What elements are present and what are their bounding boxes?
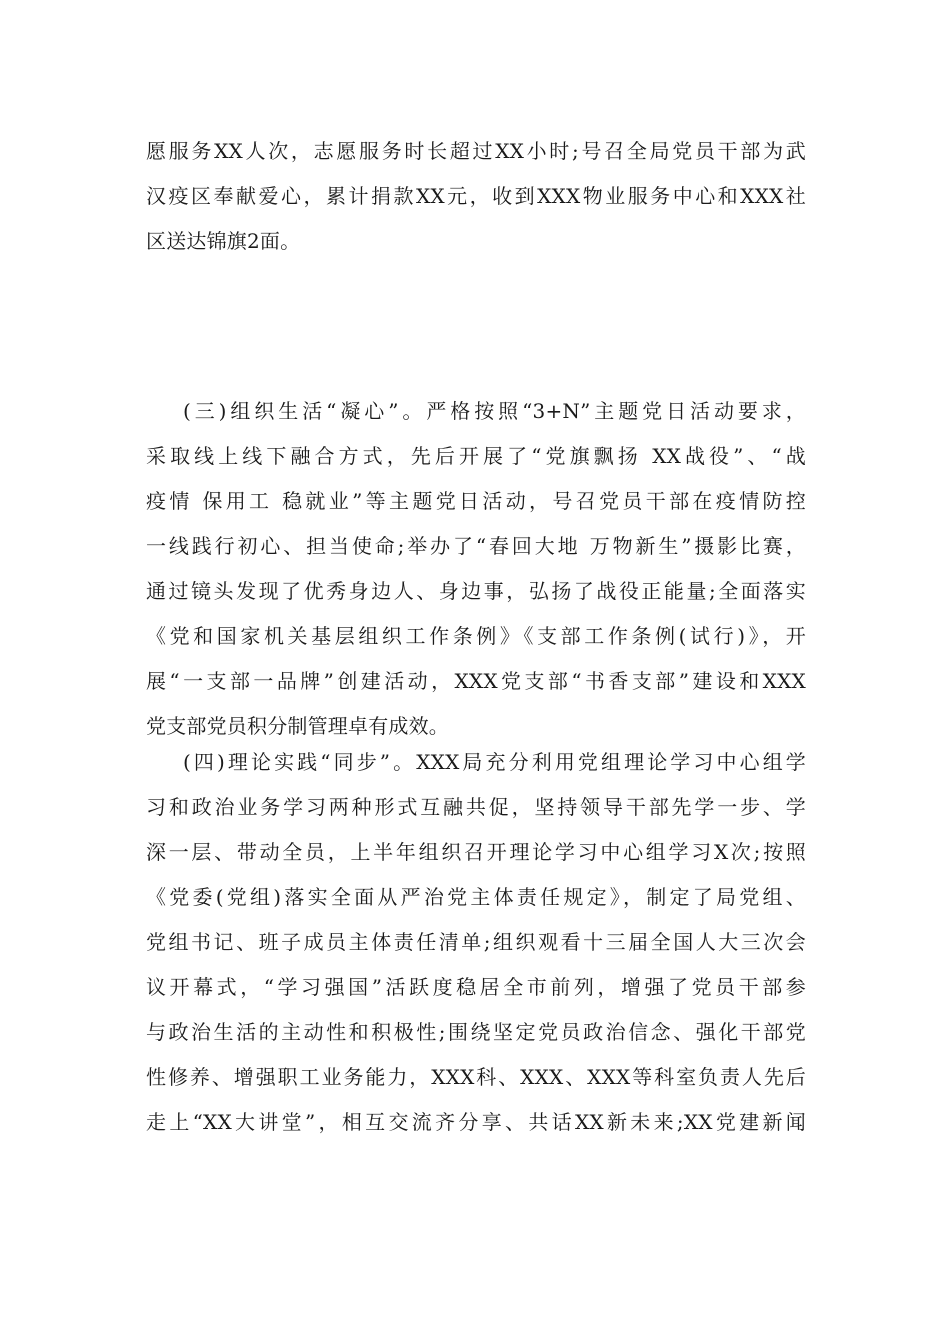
text-line: (三)组织生活“凝心”。严格按照“3+N”主题党日活动要求，	[183, 399, 806, 423]
paragraph-organizational-life	[146, 389, 806, 749]
text-line: 采取线上线下融合方式，先后开展了“党旗飘扬 XX战役”、“战	[146, 444, 806, 468]
text-line: 与政治生活的主动性和积极性;围绕坚定党员政治信念、强化干部党	[146, 1020, 806, 1044]
text-line: 性修养、增强职工业务能力，XXX科、XXX、XXX等科室负责人先后	[146, 1065, 806, 1089]
text-line: 一线践行初心、担当使命;举办了“春回大地 万物新生”摄影比赛，	[146, 534, 806, 558]
text-line: 深一层、带动全员，上半年组织召开理论学习中心组学习X次;按照	[146, 840, 806, 864]
text-line: 区送达锦旗2面。	[146, 229, 301, 253]
text-line: 展“一支部一品牌”创建活动，XXX党支部“书香支部”建设和XXX	[146, 669, 806, 693]
text-line: 《党和国家机关基层组织工作条例》《支部工作条例(试行)》，开	[146, 624, 806, 648]
text-line: 习和政治业务学习两种形式互融共促，坚持领导干部先学一步、学	[146, 795, 806, 819]
text-line: 议开幕式，“学习强国”活跃度稳居全市前列，增强了党员干部参	[146, 975, 806, 999]
text-line: (四)理论实践“同步”。XXX局充分利用党组理论学习中心组学	[183, 750, 806, 774]
text-line: 走上“XX大讲堂”，相互交流齐分享、共话XX新未来;XX党建新闻	[146, 1110, 806, 1134]
text-line: 通过镜头发现了优秀身边人、身边事，弘扬了战役正能量;全面落实	[146, 579, 806, 603]
text-line: 愿服务XX人次，志愿服务时长超过XX小时;号召全局党员干部为武	[146, 139, 806, 163]
text-line: 疫情 保用工 稳就业”等主题党日活动，号召党员干部在疫情防控	[146, 489, 806, 513]
text-line: 党组书记、班子成员主体责任清单;组织观看十三届全国人大三次会	[146, 930, 806, 954]
text-line: 《党委(党组)落实全面从严治党主体责任规定》，制定了局党组、	[146, 885, 806, 909]
paragraph-continuation	[146, 129, 806, 264]
text-line: 党支部党员积分制管理卓有成效。	[146, 714, 449, 738]
paragraph-theory-practice	[146, 740, 806, 1145]
text-line: 汉疫区奉献爱心，累计捐款XX元，收到XXX物业服务中心和XXX社	[146, 184, 806, 208]
